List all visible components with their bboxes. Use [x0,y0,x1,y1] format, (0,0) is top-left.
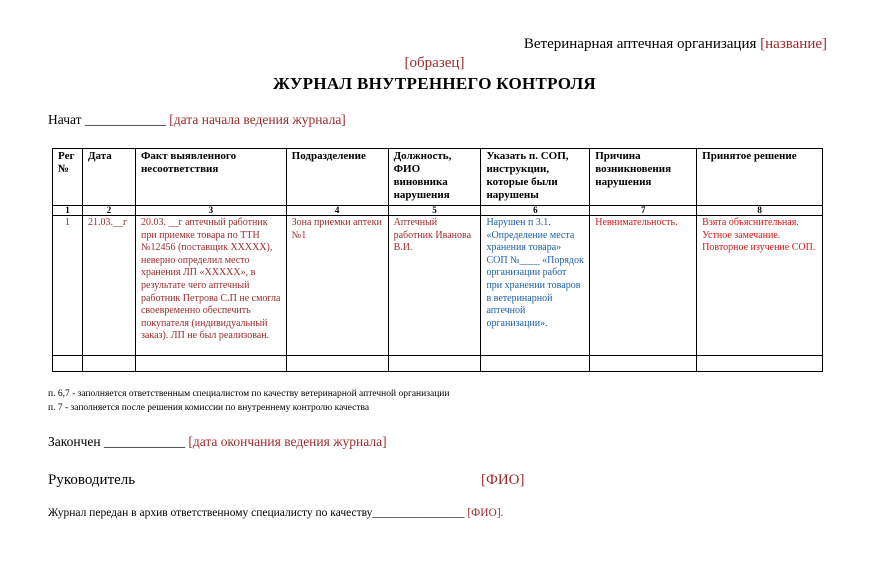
table-row [53,216,823,356]
footnote: п. 7 - заполняется после решения комиссии по внутреннему контролю качества [48,403,370,413]
archive-line [48,507,504,519]
header-fact: Факт выявленного несоответствия [135,149,286,206]
decision-item: Взята объяснительная. [702,217,799,228]
started-blank: ____________ [84,112,166,127]
footnote: п. 6,7 - заполняется ответственным специалистом по качеству ветеринарной аптечной организации [48,389,450,399]
cell-reg: 1 [53,216,83,356]
header-cause: Причина возникновения нарушения [590,149,697,206]
header-decision: Принятое решение [697,149,823,206]
archive-fio: [ФИО]. [467,507,504,519]
manager-label: Руководитель [48,472,136,488]
cell-department: Зона приемки аптеки №1 [286,216,388,356]
finished-blank: ____________ [103,434,185,449]
archive-blank: ________________ [372,507,465,519]
col-number: 8 [697,206,823,216]
cell-date: 21.03.__г [82,216,135,356]
header-sop: Указать п. СОП, инструкции, которые были нарушены [481,149,590,206]
manager-fio: [ФИО] [481,472,525,488]
organization-placeholder: [название] [760,36,827,52]
col-number: 7 [590,206,697,216]
header-reg: Рег № [53,149,83,206]
cell-sop: Нарушен п 3.1. «Определение места хранения товара» СОП №____ «Порядок организации работ при хранении товаров в ветеринарной аптечной организации». [481,216,590,356]
finished-label: Закончен [48,434,101,449]
column-number-row [53,206,823,216]
sample-label: [образец] [404,55,465,71]
started-line [48,112,346,128]
cell-cause: Невнимательность. [590,216,697,356]
decision-item: Повторное изучение СОП. [702,242,816,254]
cell-fact: 20.03. __г аптечный работник при приемке товара по ТТН №12456 (поставщик ХХХХХ), неверно определил место хранения ЛП «ХХХХХ», в результате чего аптечный работник Петрова С.П не смогла своевременно обеспечить покупателя (индивидуальный заказ). ЛП не был реализован. [135,216,286,356]
empty-row [53,356,823,372]
col-number: 6 [481,206,590,216]
cell-decision [697,216,823,356]
finished-line [48,434,387,450]
col-number: 4 [286,206,388,216]
header-department: Подразделение [286,149,388,206]
header-date: Дата [82,149,135,206]
organization-text: Ветеринарная аптечная организация [523,36,757,52]
cell-position: Аптечный работник Иванова В.И. [388,216,481,356]
started-label: Начат [48,112,82,127]
table-header-row [53,149,823,206]
footnotes [48,387,449,415]
col-number: 1 [53,206,83,216]
header-position: Должность, ФИО виновника нарушения [388,149,481,206]
decision-item: Устное замечание. [702,229,781,241]
started-placeholder: [дата начала ведения журнала] [169,112,346,127]
col-number: 2 [82,206,135,216]
finished-placeholder: [дата окончания ведения журнала] [188,434,387,449]
col-number: 3 [135,206,286,216]
archive-text: Журнал передан в архив ответственному специалисту по качеству [48,507,373,519]
page-title: ЖУРНАЛ ВНУТРЕННЕГО КОНТРОЛЯ [273,74,596,93]
organization-line [524,36,827,53]
journal-table [52,148,823,372]
col-number: 5 [388,206,481,216]
